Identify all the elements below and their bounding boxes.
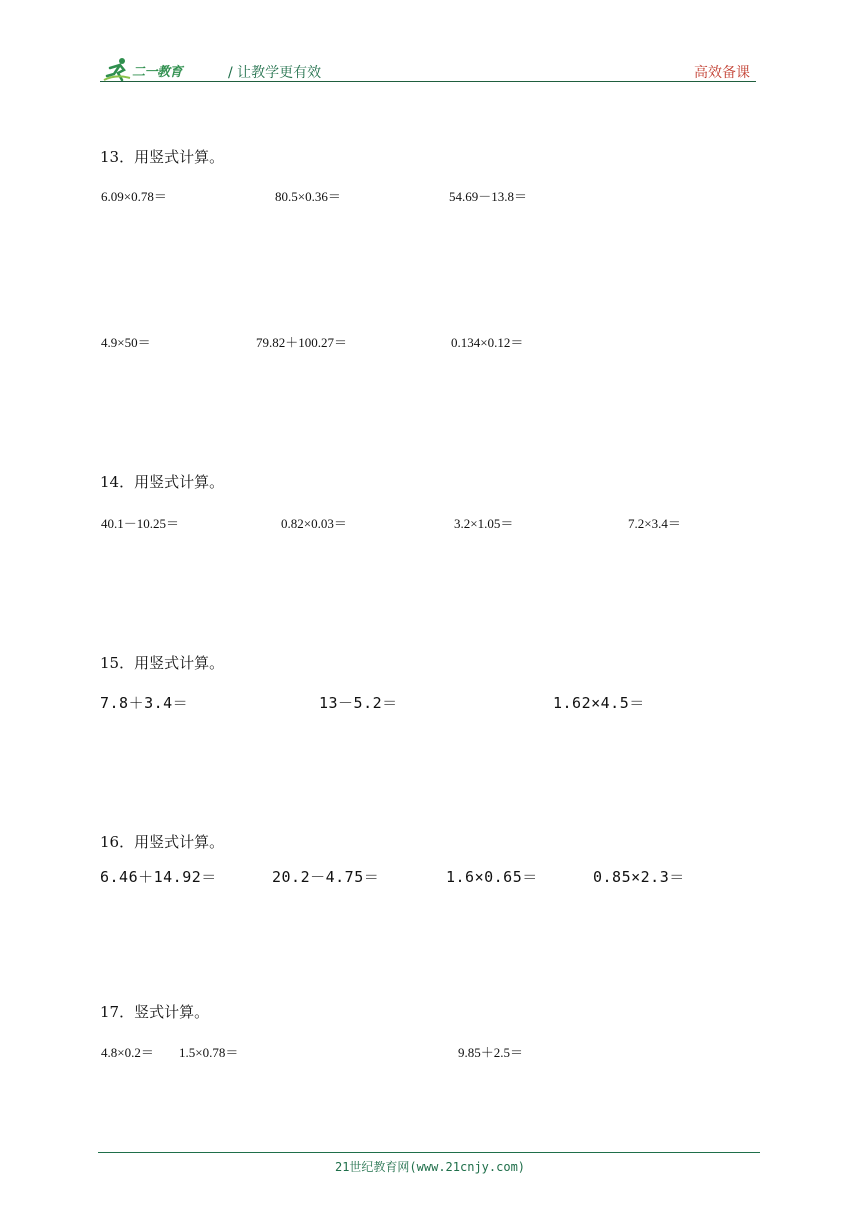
exercise-item: 0.82×0.03＝ [281, 516, 347, 531]
header-right-label: 高效备课 [694, 65, 750, 81]
exercise-item: 7.8＋3.4＝ [100, 694, 189, 712]
logo [102, 56, 202, 82]
exercise-item: 6.46＋14.92＝ [100, 868, 217, 886]
exercise-item: 13－5.2＝ [319, 694, 398, 712]
footer-divider [98, 1152, 760, 1153]
question-title: 17．竖式计算。 [100, 1003, 210, 1021]
exercise-item: 6.09×0.78＝ [101, 189, 167, 204]
runner-logo-icon [102, 56, 132, 82]
exercise-item: 1.6×0.65＝ [446, 868, 538, 886]
exercise-item: 80.5×0.36＝ [275, 189, 341, 204]
exercise-item: 0.134×0.12＝ [451, 335, 524, 350]
exercise-item: 54.69－13.8＝ [449, 189, 528, 204]
exercise-item: 9.85＋2.5＝ [458, 1045, 524, 1060]
question-title: 15．用竖式计算。 [100, 654, 225, 672]
exercise-item: 40.1－10.25＝ [101, 516, 180, 531]
question-title: 14．用竖式计算。 [100, 473, 225, 491]
exercise-item: 1.5×0.78＝ [179, 1045, 239, 1060]
exercise-item: 20.2－4.75＝ [272, 868, 380, 886]
footer-text: 21世纪教育网(www.21cnjy.com) [334, 1160, 526, 1174]
exercise-item: 4.8×0.2＝ [101, 1045, 154, 1060]
exercise-item: 7.2×3.4＝ [628, 516, 681, 531]
question-title: 13．用竖式计算。 [100, 148, 225, 166]
exercise-item: 1.62×4.5＝ [553, 694, 645, 712]
exercise-item: 4.9×50＝ [101, 335, 151, 350]
question-title: 16．用竖式计算。 [100, 833, 225, 851]
exercise-item: 3.2×1.05＝ [454, 516, 514, 531]
header-divider [100, 81, 756, 82]
logo-text: 二一教育 [132, 65, 183, 80]
exercise-item: 79.82＋100.27＝ [256, 335, 348, 350]
header-slogan: / 让教学更有效 [228, 65, 322, 81]
page-header [100, 56, 756, 82]
exercise-item: 0.85×2.3＝ [593, 868, 685, 886]
